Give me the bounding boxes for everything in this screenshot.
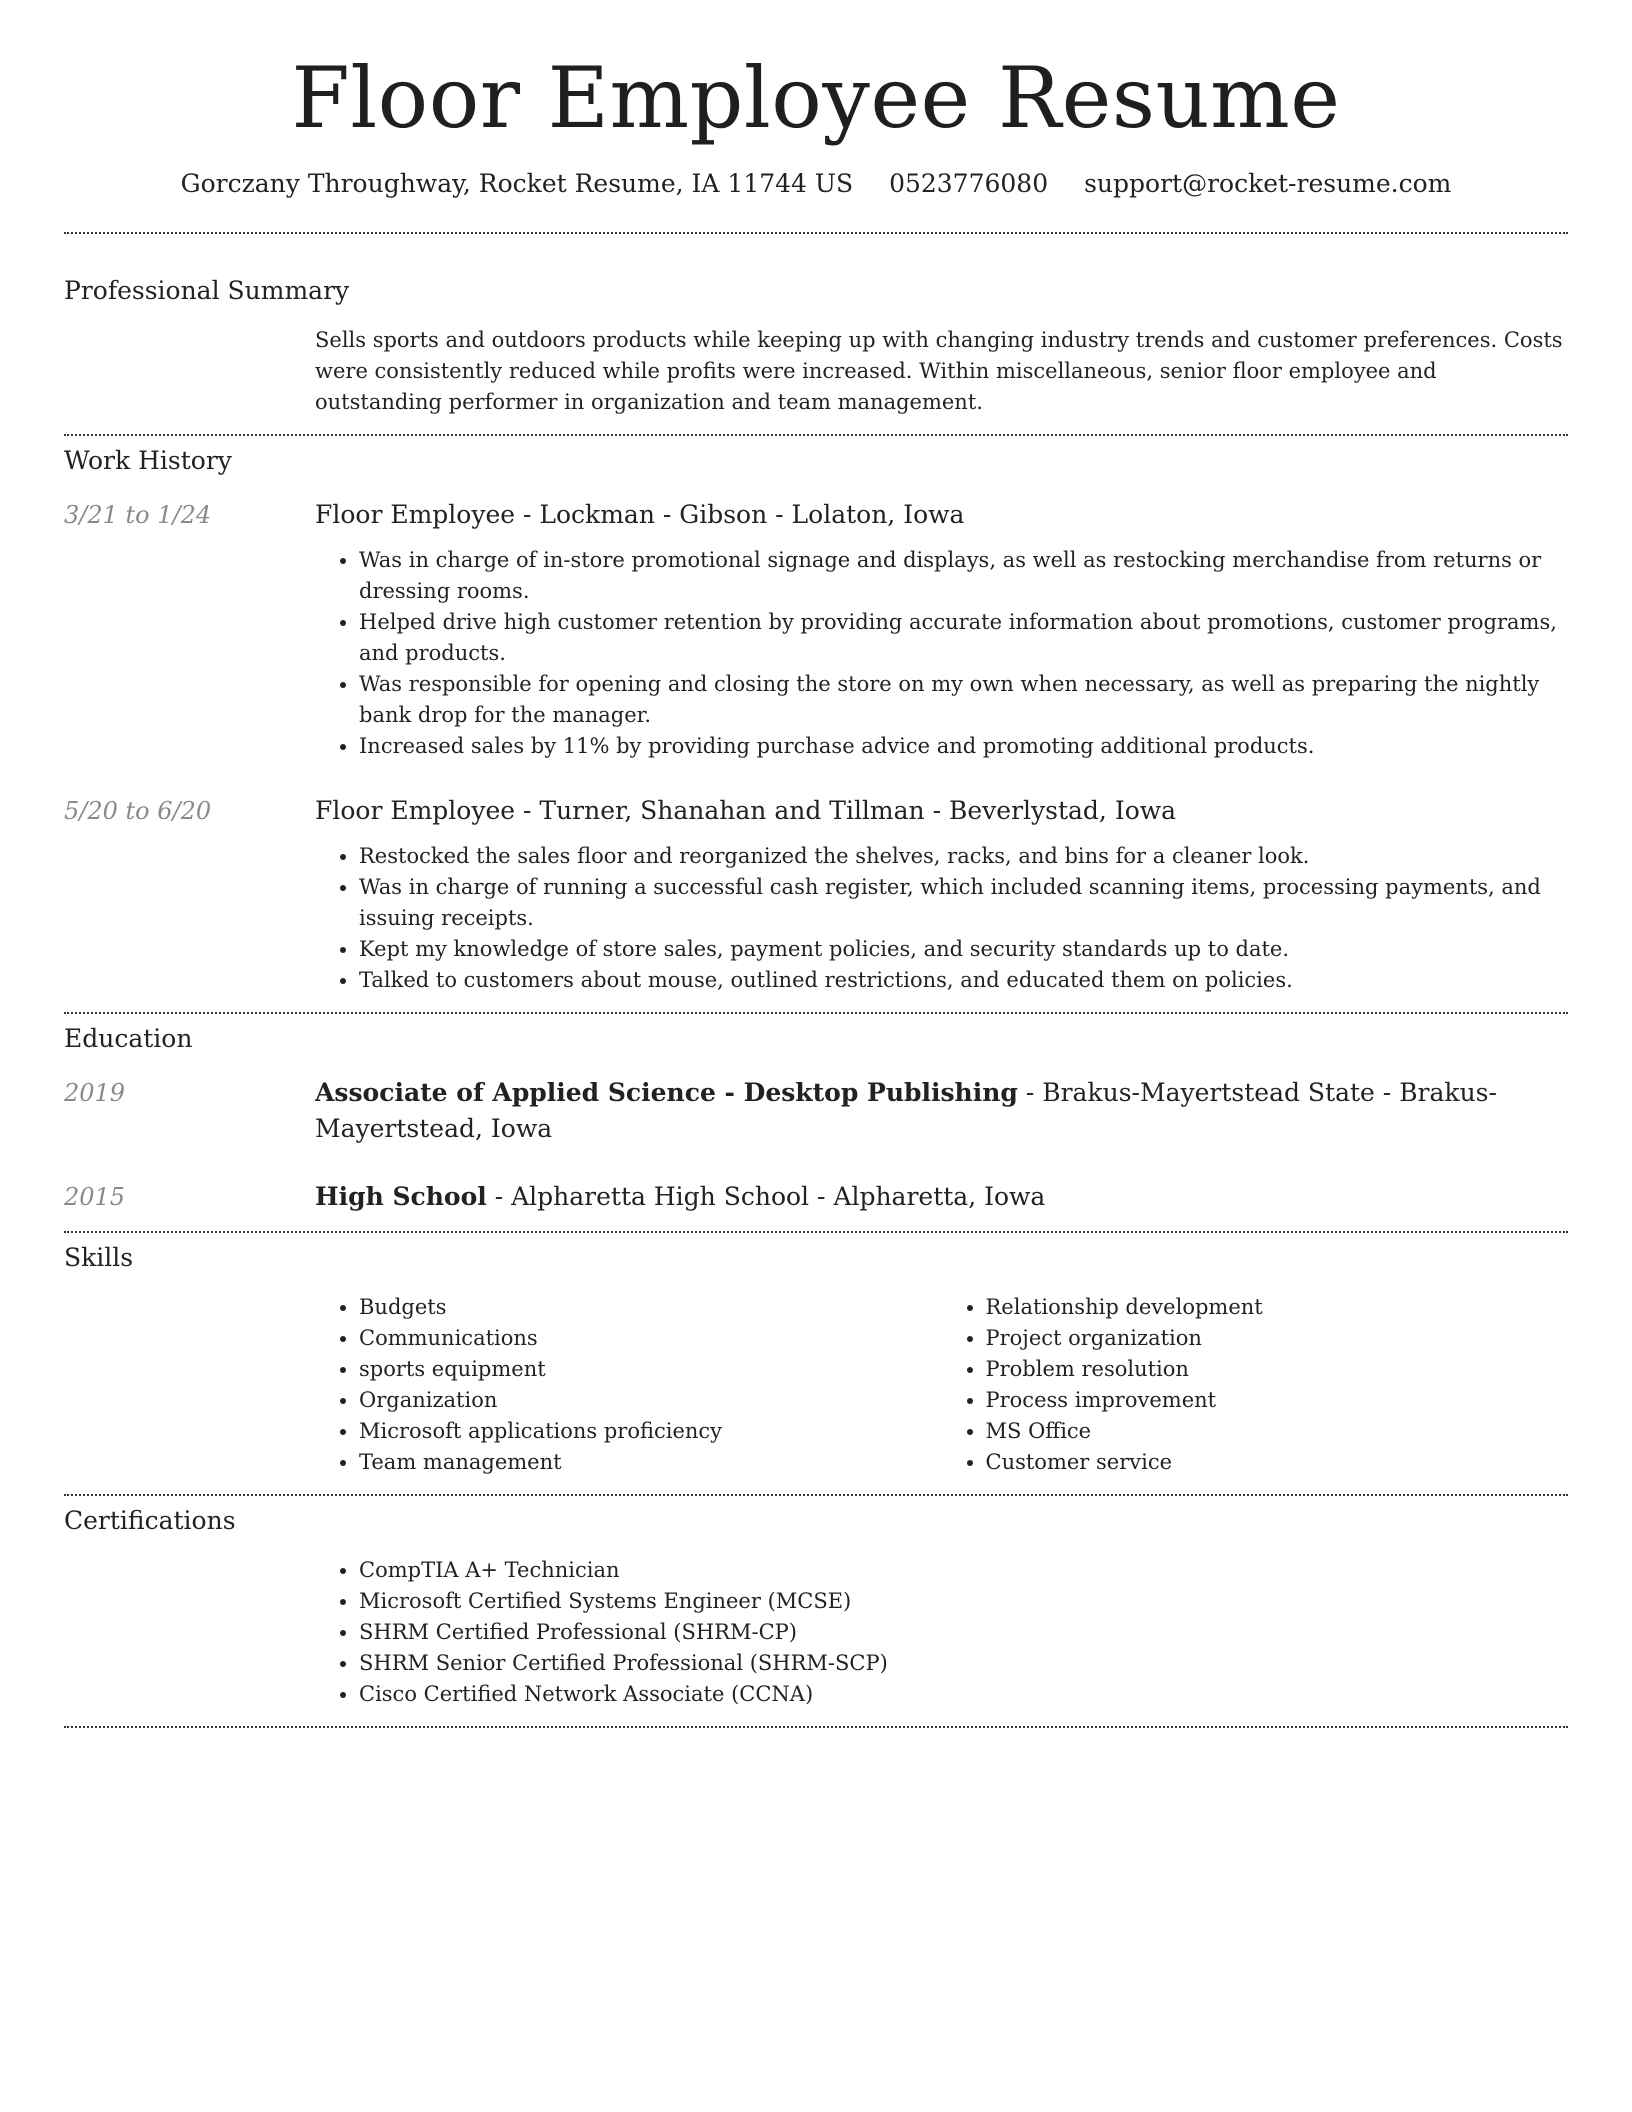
- list-item: • Customer service: [986, 1447, 1569, 1478]
- work-history-section: [64, 446, 1568, 996]
- list-item: • SHRM Certified Professional (SHRM-CP): [359, 1617, 1568, 1648]
- education-entry: [64, 1179, 1568, 1215]
- education-entry: [64, 1075, 1568, 1147]
- education-year: 2019: [64, 1078, 126, 1107]
- list-item: • Project organization: [986, 1323, 1569, 1354]
- skills-section: [64, 1243, 1568, 1478]
- section-heading-summary: Professional Summary: [64, 275, 350, 305]
- section-heading-certifications: Certifications: [64, 1505, 236, 1535]
- divider: [64, 434, 1568, 436]
- education-details: [315, 1179, 1568, 1215]
- summary-section: [64, 276, 1568, 418]
- divider: [64, 1494, 1568, 1496]
- email-link[interactable]: support@rocket-resume.com: [1084, 168, 1452, 198]
- list-item: • Organization: [359, 1385, 942, 1416]
- job-dates: 5/20 to 6/20: [64, 796, 212, 825]
- list-item: • SHRM Senior Certified Professional (SHRM-SCP): [359, 1648, 1568, 1679]
- degree-name: Associate of Applied Science - Desktop Publishing: [315, 1077, 1018, 1107]
- list-item: • Team management: [359, 1447, 942, 1478]
- job-title: Floor Employee - Turner, Shanahan and Tillman - Beverlystad, Iowa: [315, 795, 1177, 825]
- list-item: • Talked to customers about mouse, outlined restrictions, and educated them on policies.: [359, 965, 1568, 996]
- list-item: • Was in charge of running a successful cash register, which included scanning items, processing payments, and issuing receipts.: [359, 872, 1568, 934]
- skills-columns: [315, 1292, 1568, 1478]
- certifications-section: [64, 1506, 1568, 1710]
- list-item: • Restocked the sales floor and reorganized the shelves, racks, and bins for a cleaner look.: [359, 841, 1568, 872]
- job-entry: [64, 793, 1568, 996]
- certifications-list: [315, 1555, 1568, 1710]
- list-item: • Problem resolution: [986, 1354, 1569, 1385]
- job-bullet-list: [315, 841, 1568, 996]
- divider: [64, 1012, 1568, 1014]
- school-info: - Alpharetta High School - Alpharetta, Iowa: [486, 1181, 1046, 1211]
- job-bullet-list: [315, 545, 1568, 762]
- resume-title: Floor Employee Resume: [291, 49, 1341, 147]
- list-item: • Cisco Certified Network Associate (CCNA): [359, 1679, 1568, 1710]
- skills-list-right: [942, 1292, 1569, 1478]
- list-item: • MS Office: [986, 1416, 1569, 1447]
- list-item: • Was responsible for opening and closing the store on my own when necessary, as well as preparing the nightly bank drop for the manager.: [359, 669, 1568, 731]
- education-section: [64, 1024, 1568, 1215]
- job-entry: [64, 497, 1568, 762]
- list-item: • Increased sales by 11% by providing purchase advice and promoting additional products.: [359, 731, 1568, 762]
- divider: [64, 1726, 1568, 1728]
- skills-list-left: [315, 1292, 942, 1478]
- school-info: - Brakus-Mayertstead State - Brakus-Mayertstead, Iowa: [315, 1077, 1497, 1143]
- section-heading-skills: Skills: [64, 1242, 134, 1272]
- summary-text: Sells sports and outdoors products while keeping up with changing industry trends and customer preferences. Costs were consistently reduced while profits were increased. Within miscellaneous, senior floor employee and outstanding performer in organization and team management.: [315, 327, 1563, 414]
- divider: [64, 1231, 1568, 1233]
- phone-text: 0523776080: [889, 168, 1049, 198]
- list-item: • Process improvement: [986, 1385, 1569, 1416]
- list-item: • Helped drive high customer retention by providing accurate information about promotions, customer programs, and products.: [359, 607, 1568, 669]
- job-title: Floor Employee - Lockman - Gibson - Lolaton, Iowa: [315, 499, 965, 529]
- list-item: • sports equipment: [359, 1354, 942, 1385]
- education-year: 2015: [64, 1182, 126, 1211]
- list-item: • Microsoft Certified Systems Engineer (MCSE): [359, 1586, 1568, 1617]
- job-dates: 3/21 to 1/24: [64, 500, 212, 529]
- contact-line: [64, 169, 1568, 198]
- list-item: • Kept my knowledge of store sales, payment policies, and security standards up to date.: [359, 934, 1568, 965]
- list-item: • Communications: [359, 1323, 942, 1354]
- address-text: Gorczany Throughway, Rocket Resume, IA 11744 US: [180, 168, 854, 198]
- education-details: [315, 1075, 1568, 1147]
- list-item: • Microsoft applications proficiency: [359, 1416, 942, 1447]
- list-item: • Was in charge of in-store promotional signage and displays, as well as restocking merchandise from returns or dressing rooms.: [359, 545, 1568, 607]
- list-item: • CompTIA A+ Technician: [359, 1555, 1568, 1586]
- list-item: • Relationship development: [986, 1292, 1569, 1323]
- list-item: • Budgets: [359, 1292, 942, 1323]
- section-heading-work-history: Work History: [64, 445, 232, 475]
- section-heading-education: Education: [64, 1023, 193, 1053]
- degree-name: High School: [315, 1181, 487, 1211]
- divider: [64, 232, 1568, 234]
